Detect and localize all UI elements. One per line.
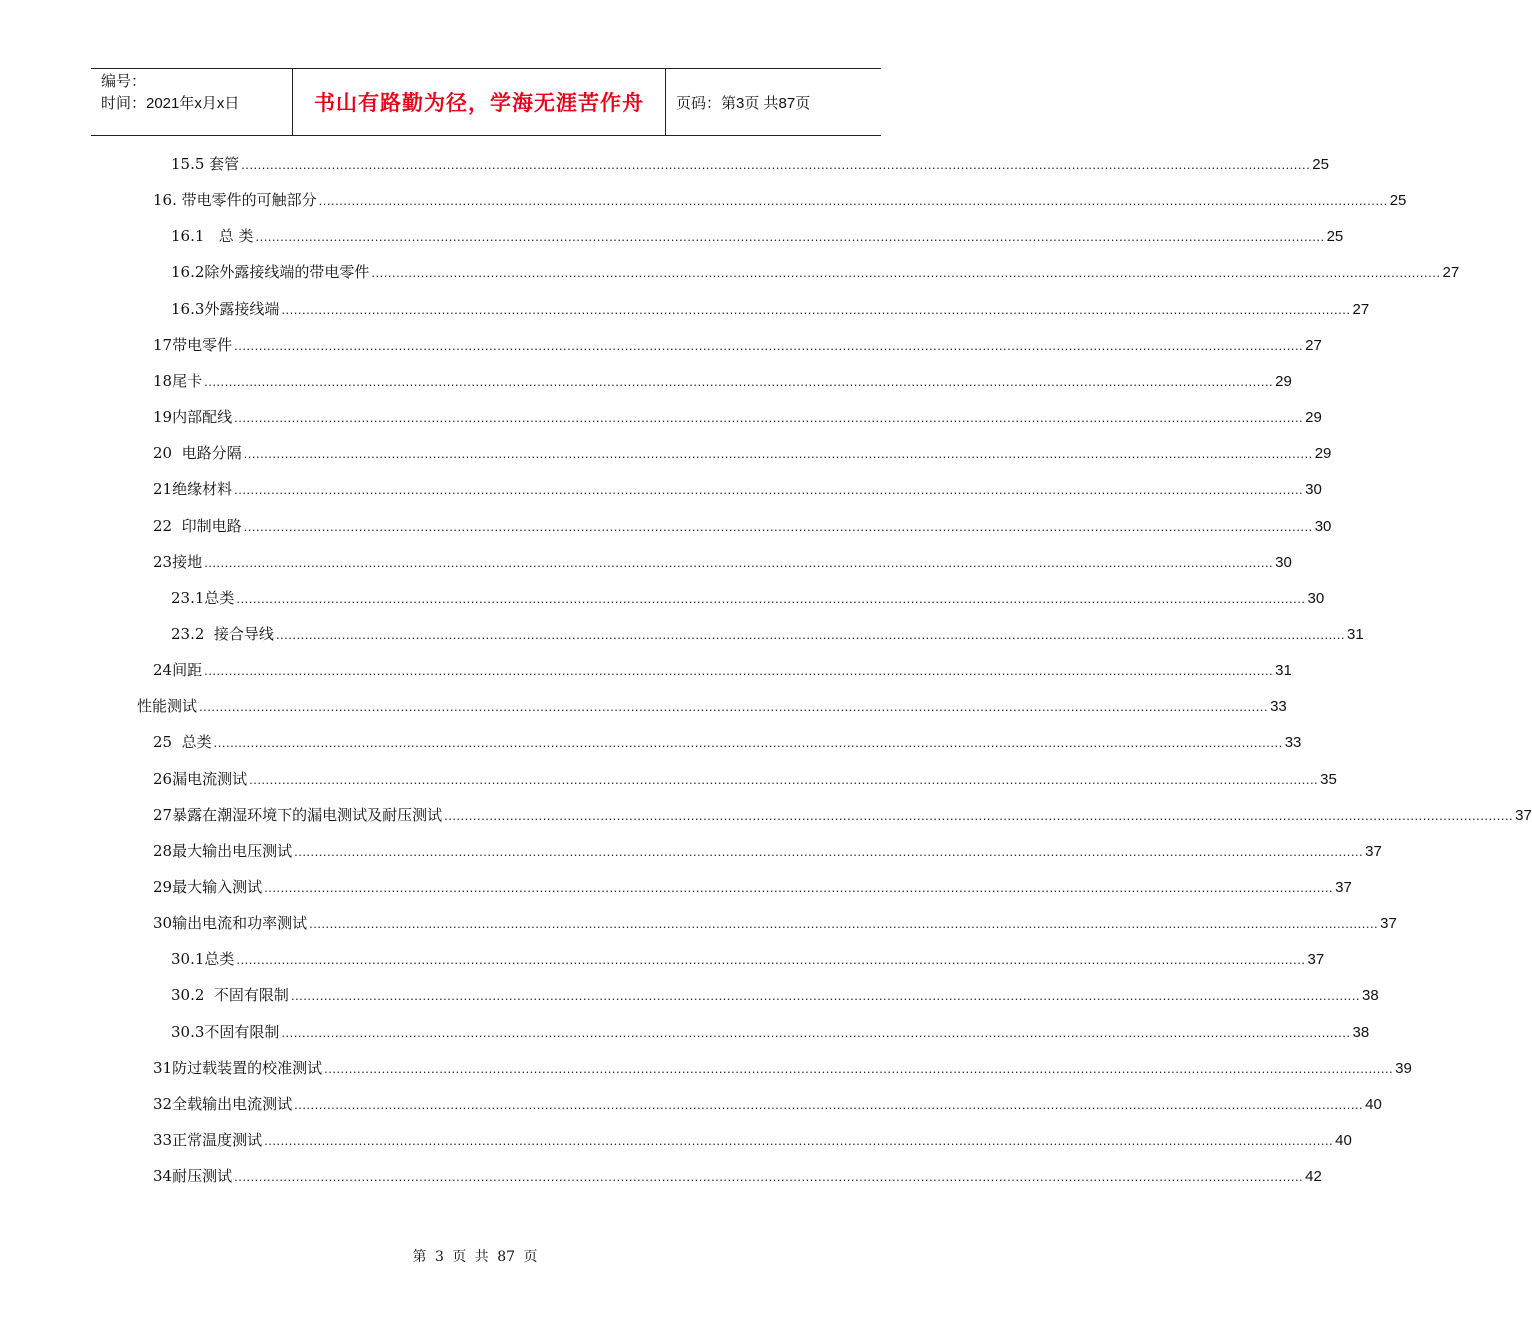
toc-entry (153, 1057, 1412, 1093)
toc-entry-title: 27暴露在潮湿环境下的漏电测试及耐压测试 (153, 805, 443, 824)
header-meta (91, 69, 293, 135)
toc-leader-dots: .................................................................................................................................................................................................................................................................... (234, 1169, 1304, 1185)
toc-leader-dots: .................................................................................................................................................................................................................................................................... (236, 590, 1306, 606)
toc-entry-title: 33正常温度测试 (153, 1131, 263, 1150)
toc-entry (153, 768, 1337, 804)
toc-entry (153, 1165, 1322, 1201)
toc-leader-dots: .................................................................................................................................................................................................................................................................... (281, 1024, 1351, 1040)
toc-entry-page: 33 (1284, 734, 1302, 752)
toc-entry-title: 25 总类 (153, 733, 212, 752)
toc-entry-title: 34耐压测试 (153, 1167, 233, 1186)
time-label: 时间：2021年x月x日 (101, 95, 240, 112)
toc-leader-dots: .................................................................................................................................................................................................................................................................... (255, 229, 1325, 245)
toc-entry-page: 38 (1352, 1023, 1370, 1041)
toc-entry-title: 22 印制电路 (153, 516, 242, 535)
toc-entry (153, 370, 1292, 406)
toc-entry-title: 31防过载装置的校准测试 (153, 1058, 323, 1077)
toc-entry-page: 29 (1275, 372, 1292, 390)
toc-entry-title: 30输出电流和功率测试 (153, 914, 308, 933)
toc-entry-title: 15.5 套管 (171, 155, 240, 173)
toc-leader-dots: .................................................................................................................................................................................................................................................................... (371, 265, 1441, 281)
toc-entry-page: 30 (1275, 553, 1292, 571)
toc-leader-dots: .................................................................................................................................................................................................................................................................... (234, 482, 1304, 498)
toc-entry-title: 29最大输入测试 (153, 878, 263, 896)
toc-entry-page: 37 (1307, 951, 1325, 969)
toc-entry (153, 731, 1302, 767)
toc-entry-title: 20 电路分隔 (153, 444, 242, 463)
toc-entry (153, 840, 1382, 876)
toc-leader-dots: .................................................................................................................................................................................................................................................................... (318, 193, 1388, 209)
toc-leader-dots: .................................................................................................................................................................................................................................................................... (243, 518, 1313, 534)
toc-entry-page: 37 (1380, 915, 1397, 933)
number-label: 编号： (101, 73, 147, 90)
toc-entry-title: 16.2除外露接线端的带电零件 (171, 263, 370, 282)
toc-entry (153, 334, 1322, 370)
header-page-label: 页码：第3页 共87页 (676, 94, 811, 112)
toc-entry-page: 27 (1305, 336, 1322, 354)
toc-entry-page: 42 (1305, 1168, 1322, 1186)
toc-leader-dots: .................................................................................................................................................................................................................................................................... (444, 807, 1514, 823)
toc-entry (171, 587, 1325, 623)
toc-entry (171, 261, 1460, 297)
toc-entry-page: 37 (1365, 842, 1382, 860)
toc-entry-title: 21绝缘材料 (153, 480, 233, 499)
toc-leader-dots: .................................................................................................................................................................................................................................................................... (275, 626, 1346, 642)
toc-leader-dots: .................................................................................................................................................................................................................................................................... (309, 916, 1379, 932)
toc-leader-dots: .................................................................................................................................................................................................................................................................... (264, 1133, 1334, 1149)
toc-leader-dots: .................................................................................................................................................................................................................................................................... (204, 373, 1274, 389)
toc-leader-dots: .................................................................................................................................................................................................................................................................... (213, 735, 1283, 751)
toc-leader-dots: .................................................................................................................................................................................................................................................................... (234, 410, 1304, 426)
toc-entry-title: 30.3不固有限制 (171, 1022, 280, 1041)
toc-leader-dots: .................................................................................................................................................................................................................................................................... (241, 157, 1311, 172)
toc-entry-page: 29 (1314, 445, 1332, 463)
toc-entry-title: 23.2 接合导线 (171, 624, 274, 643)
toc-entry (171, 225, 1344, 261)
toc-entry-page: 40 (1365, 1095, 1382, 1113)
toc-entry-page: 31 (1347, 625, 1364, 643)
toc-entry-title: 23接地 (153, 552, 203, 571)
toc-entry-page: 25 (1326, 228, 1344, 246)
toc-entry-page: 25 (1312, 156, 1329, 173)
toc-entry-title: 17带电零件 (153, 335, 233, 354)
toc-entry-page: 30 (1314, 517, 1332, 535)
toc-leader-dots: .................................................................................................................................................................................................................................................................... (243, 446, 1313, 462)
toc-entry-title: 24间距 (153, 661, 203, 680)
toc-leader-dots: .................................................................................................................................................................................................................................................................... (234, 337, 1304, 353)
header-page-cell (666, 69, 881, 135)
toc-entry-title: 性能测试 (137, 697, 198, 716)
toc-entry-page: 31 (1275, 662, 1292, 680)
toc-leader-dots: .................................................................................................................................................................................................................................................................... (199, 699, 1269, 715)
page-header (91, 68, 881, 136)
toc-entry-title: 32全载输出电流测试 (153, 1094, 293, 1113)
toc-leader-dots: .................................................................................................................................................................................................................................................................... (294, 843, 1364, 859)
toc-leader-dots: .................................................................................................................................................................................................................................................................... (249, 771, 1319, 787)
toc-entry-page: 25 (1389, 192, 1407, 210)
toc-entry-title: 19内部配线 (153, 408, 233, 427)
toc-entry-title: 30.2 不固有限制 (171, 986, 289, 1005)
toc-leader-dots: .................................................................................................................................................................................................................................................................... (290, 988, 1361, 1004)
toc-entry-page: 27 (1442, 264, 1460, 282)
toc-entry (153, 551, 1292, 587)
toc-entry-page: 38 (1362, 987, 1379, 1005)
toc-entry (153, 478, 1322, 514)
toc-entry (171, 623, 1364, 659)
page-footer: 第 3 页 共 87 页 (412, 1249, 538, 1265)
toc-leader-dots: .................................................................................................................................................................................................................................................................... (281, 301, 1351, 317)
toc-entry (153, 876, 1352, 912)
toc-leader-dots: .................................................................................................................................................................................................................................................................... (294, 1096, 1364, 1112)
toc-entry (153, 912, 1397, 948)
toc-entry-page: 30 (1305, 481, 1322, 499)
toc-entry-page: 39 (1395, 1059, 1412, 1077)
toc-entry-page: 40 (1335, 1132, 1352, 1150)
header-motto-cell (293, 69, 666, 135)
toc-entry (153, 515, 1332, 551)
toc-entry-title: 18尾卡 (153, 371, 203, 390)
toc-entry (171, 1021, 1370, 1057)
toc-entry (153, 1129, 1352, 1165)
toc-entry-page: 33 (1270, 698, 1287, 716)
toc-entry (153, 1093, 1382, 1129)
toc-entry-title: 16. 带电零件的可触部分 (153, 191, 317, 210)
toc-entry-title: 16.3外露接线端 (171, 299, 280, 318)
toc-entry-page: 37 (1515, 806, 1532, 824)
toc-entry (171, 984, 1379, 1020)
toc-entry-page: 27 (1352, 300, 1370, 318)
toc-entry (153, 804, 1532, 840)
toc-entry (153, 442, 1332, 478)
toc-entry-title: 16.1 总 类 (171, 227, 254, 246)
toc-entry-page: 35 (1320, 770, 1337, 788)
toc-leader-dots: .................................................................................................................................................................................................................................................................... (236, 952, 1306, 968)
toc-leader-dots: .................................................................................................................................................................................................................................................................... (204, 663, 1274, 679)
toc-entry (171, 298, 1370, 334)
toc-entry (137, 695, 1287, 731)
toc-entry (171, 153, 1329, 189)
toc-entry-page: 37 (1335, 879, 1352, 896)
toc-entry-title: 30.1总类 (171, 950, 235, 969)
toc-entry (171, 948, 1325, 984)
toc-entry-page: 29 (1305, 409, 1322, 427)
toc-entry-title: 23.1总类 (171, 588, 235, 607)
toc-entry-title: 26漏电流测试 (153, 769, 248, 788)
toc-entry (153, 189, 1407, 225)
toc-leader-dots: .................................................................................................................................................................................................................................................................... (324, 1060, 1394, 1076)
toc-entry-title: 28最大输出电压测试 (153, 841, 293, 860)
header-motto: 书山有路勤为径，学海无涯苦作舟 (314, 91, 644, 115)
toc-entry-page: 30 (1307, 589, 1325, 607)
toc-entry (153, 406, 1322, 442)
toc-leader-dots: .................................................................................................................................................................................................................................................................... (264, 880, 1334, 895)
toc-entry (153, 659, 1292, 695)
toc-leader-dots: .................................................................................................................................................................................................................................................................... (204, 554, 1274, 570)
